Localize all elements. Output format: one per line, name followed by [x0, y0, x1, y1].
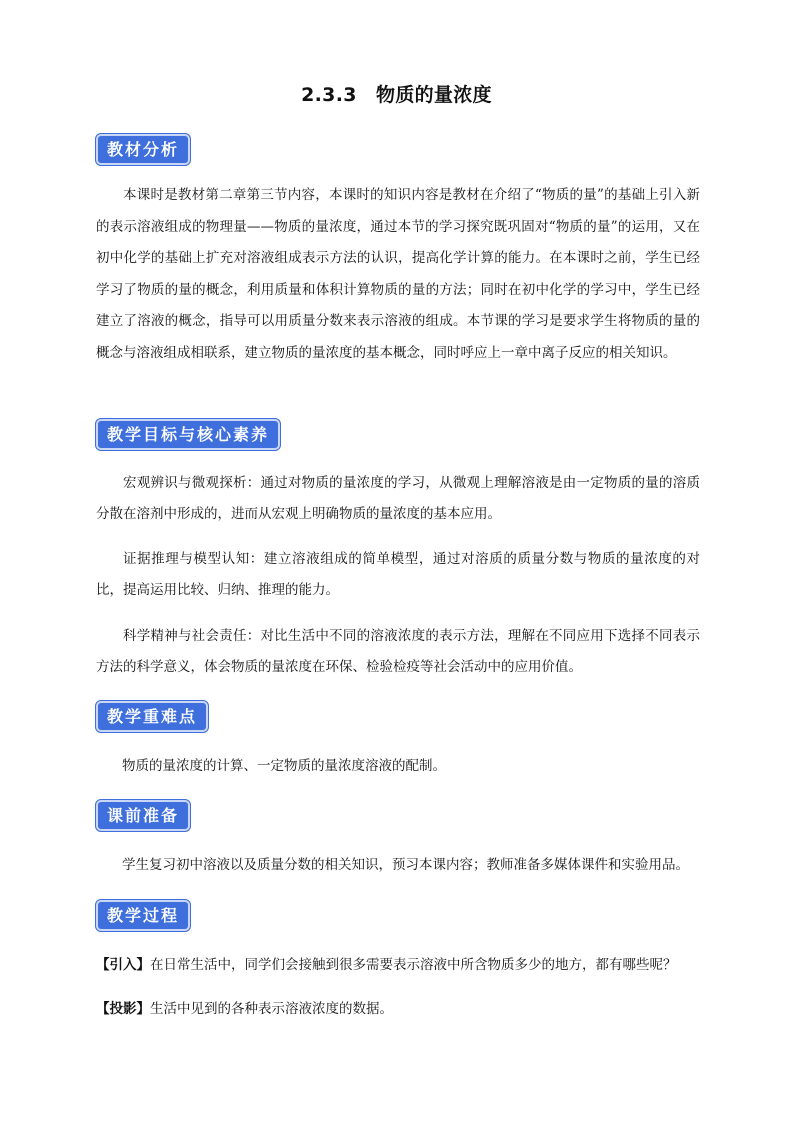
- analysis-paragraph: 本课时是教材第二章第三节内容，本课时的知识内容是教材在介绍了“物质的量”的基础上引入新的表示溶液组成的物理量——物质的量浓度，通过本节的学习探究既巩固对“物质的量”的运用，又在初中化学的基础上扩充对溶液组成表示方法的认识，提高化学计算的能力。在本课时之前，学生已经学习了物质的量的概念，利用质量和体积计算物质的量的方法；同时在初中化学的学习中，学生已经建立了溶液的概念，指导可以用质量分数来表示溶液的组成。本节课的学习是要求学生将物质的量的概念与溶液组成相联系，建立物质的量浓度的基本概念，同时呼应上一章中离子反应的相关知识。: [96, 187, 700, 361]
- goal-item: 科学精神与社会责任：对比生活中不同的溶液浓度的表示方法，理解在不同应用下选择不同表示方法的科学意义，体会物质的量浓度在环保、检验检疫等社会活动中的应用价值。: [96, 628, 700, 675]
- section-heading-analysis: 教材分析: [96, 134, 190, 165]
- intro-line: [96, 953, 706, 977]
- projection-tag: 【投影】: [96, 1001, 150, 1017]
- goal-item: 宏观辨识与微观探析：通过对物质的量浓度的学习，从微观上理解溶液是由一定物质的量的溶质分散在溶剂中形成的，进而从宏观上明确物质的量浓度的基本应用。: [96, 475, 700, 522]
- section-heading-goals: 教学目标与核心素养: [96, 419, 280, 450]
- projection-line: [96, 997, 706, 1021]
- projection-text: 生活中见到的各种表示溶液浓度的数据。: [150, 1001, 393, 1017]
- goal-item: 证据推理与模型认知：建立溶液组成的简单模型，通过对溶质的质量分数与物质的量浓度的对比，提高运用比较、归纳、推理的能力。: [96, 551, 700, 598]
- intro-tag: 【引入】: [96, 957, 150, 973]
- section-heading-preparation: 课前准备: [96, 800, 190, 831]
- preparation-text: 学生复习初中溶液以及质量分数的相关知识，预习本课内容；教师准备多媒体课件和实验用品。: [122, 857, 689, 873]
- key-points-text: 物质的量浓度的计算、一定物质的量浓度溶液的配制。: [122, 758, 446, 774]
- section-heading-key-points: 教学重难点: [96, 701, 208, 732]
- section-heading-process: 教学过程: [96, 900, 190, 931]
- page-title: 2.3.3 物质的量浓度: [301, 84, 492, 106]
- intro-text: 在日常生活中，同学们会接触到很多需要表示溶液中所含物质多少的地方，都有哪些呢？: [150, 957, 677, 973]
